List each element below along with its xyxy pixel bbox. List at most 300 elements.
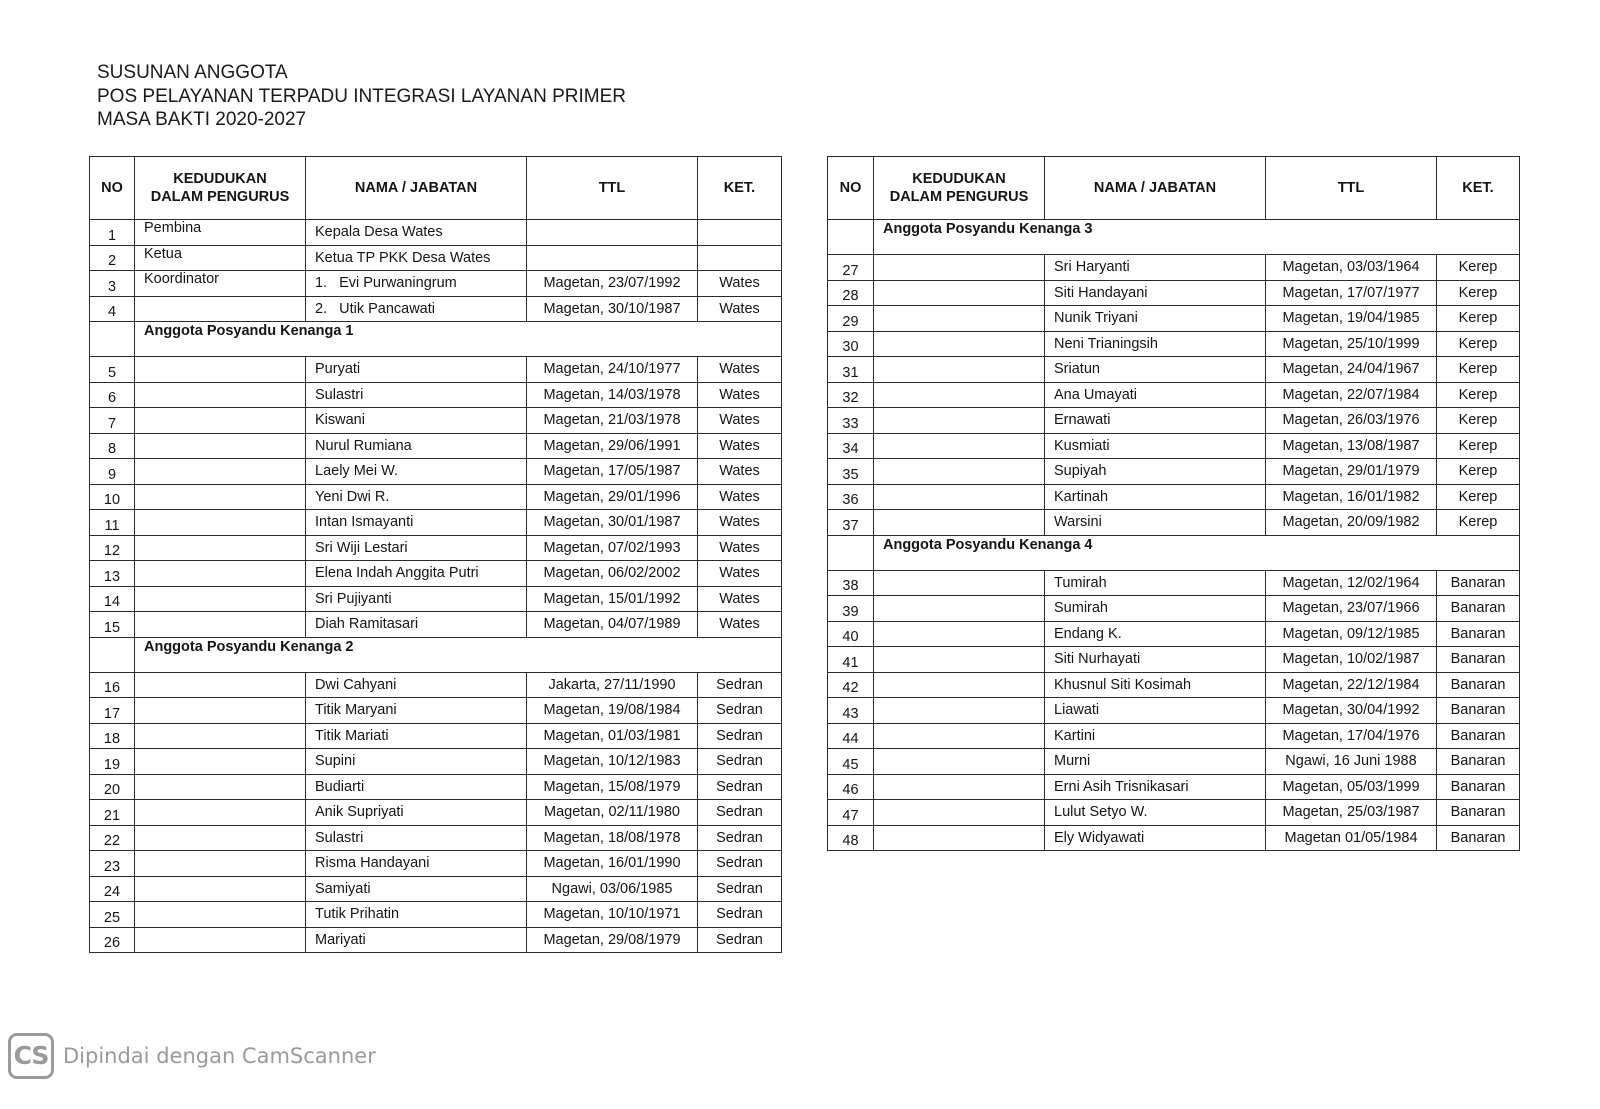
cell-nama: Tumirah	[1045, 570, 1266, 596]
cell-no: 35	[828, 459, 874, 485]
camscanner-watermark	[8, 1031, 376, 1081]
cell-ket: Wates	[698, 535, 782, 561]
cell-ttl: Magetan, 14/03/1978	[527, 382, 698, 408]
cell-nama: Risma Handayani	[306, 851, 527, 877]
cell-kedudukan	[874, 800, 1045, 826]
cell-nama	[306, 271, 527, 297]
table-row	[828, 570, 1520, 596]
cell-ket: Banaran	[1437, 621, 1520, 647]
cell-ket: Sedran	[698, 698, 782, 724]
table-row	[90, 851, 782, 877]
cell-ket: Kerep	[1437, 433, 1520, 459]
cell-kedudukan	[135, 825, 306, 851]
cell-ttl: Magetan, 17/07/1977	[1266, 280, 1437, 306]
cell-ket: Banaran	[1437, 723, 1520, 749]
cell-ket: Sedran	[698, 774, 782, 800]
cell-ket: Sedran	[698, 927, 782, 953]
cell-kedudukan	[135, 876, 306, 902]
cell-nama: Neni Trianingsih	[1045, 331, 1266, 357]
cell-kedudukan	[874, 382, 1045, 408]
cell-kedudukan	[135, 433, 306, 459]
cell-ket: Sedran	[698, 876, 782, 902]
cell-ket: Kerep	[1437, 484, 1520, 510]
cell-ttl: Magetan, 22/12/1984	[1266, 672, 1437, 698]
section-label: Anggota Posyandu Kenanga 4	[874, 535, 1520, 570]
cell-kedudukan	[874, 774, 1045, 800]
header-kedudukan-line-1: KEDUDUKAN	[912, 171, 1006, 187]
cell-kedudukan	[135, 902, 306, 928]
cell-kedudukan: Pembina	[135, 220, 306, 246]
cell-ttl: Magetan, 23/07/1992	[527, 271, 698, 297]
table-header-row	[828, 157, 1520, 220]
cell-kedudukan	[874, 433, 1045, 459]
section-label: Anggota Posyandu Kenanga 3	[874, 220, 1520, 255]
table-row	[90, 408, 782, 434]
cell-kedudukan	[874, 306, 1045, 332]
cell-ttl: Magetan, 15/01/1992	[527, 586, 698, 612]
section-no-cell	[828, 535, 874, 570]
cell-no: 38	[828, 570, 874, 596]
cell-ket	[698, 220, 782, 246]
cell-no: 6	[90, 382, 135, 408]
cell-no: 4	[90, 296, 135, 322]
table-row	[90, 774, 782, 800]
section-label: Anggota Posyandu Kenanga 2	[135, 637, 782, 672]
cell-kedudukan	[874, 698, 1045, 724]
cell-ttl: Magetan, 22/07/1984	[1266, 382, 1437, 408]
cell-nama: Sulastri	[306, 825, 527, 851]
table-header-row	[90, 157, 782, 220]
title-line-2: POS PELAYANAN TERPADU INTEGRASI LAYANAN PRIMER	[97, 85, 626, 107]
cell-kedudukan	[135, 296, 306, 322]
cell-nama: Siti Handayani	[1045, 280, 1266, 306]
cell-no: 32	[828, 382, 874, 408]
cell-ttl	[527, 245, 698, 271]
cell-ttl: Magetan, 19/08/1984	[527, 698, 698, 724]
cell-ttl	[527, 220, 698, 246]
table-row	[90, 220, 782, 246]
header-ttl: TTL	[1266, 157, 1437, 220]
cell-kedudukan	[135, 698, 306, 724]
table-row	[828, 723, 1520, 749]
table-row	[828, 255, 1520, 281]
header-kedudukan	[135, 157, 306, 220]
cell-no: 30	[828, 331, 874, 357]
cell-no: 2	[90, 245, 135, 271]
section-row	[828, 220, 1520, 255]
cell-ket: Wates	[698, 561, 782, 587]
header-kedudukan	[874, 157, 1045, 220]
cell-nama: Anik Supriyati	[306, 800, 527, 826]
cell-ttl: Magetan, 05/03/1999	[1266, 774, 1437, 800]
cell-kedudukan	[135, 723, 306, 749]
cell-ket: Sedran	[698, 749, 782, 775]
cell-no: 18	[90, 723, 135, 749]
cell-ttl: Magetan, 12/02/1964	[1266, 570, 1437, 596]
cell-kedudukan	[874, 825, 1045, 851]
cell-ttl: Magetan, 07/02/1993	[527, 535, 698, 561]
table-row	[828, 698, 1520, 724]
cell-ket: Kerep	[1437, 306, 1520, 332]
cell-kedudukan	[874, 596, 1045, 622]
cell-nama: Sumirah	[1045, 596, 1266, 622]
cell-ttl: Magetan, 18/08/1978	[527, 825, 698, 851]
cell-nama: Tutik Prihatin	[306, 902, 527, 928]
cell-kedudukan	[135, 612, 306, 638]
table-row	[828, 382, 1520, 408]
table-row	[90, 484, 782, 510]
table-row	[90, 561, 782, 587]
section-row	[90, 322, 782, 357]
cell-ket: Wates	[698, 408, 782, 434]
cell-ttl: Magetan, 30/10/1987	[527, 296, 698, 322]
cell-kedudukan	[135, 510, 306, 536]
cell-nama	[306, 296, 527, 322]
table-row	[828, 459, 1520, 485]
table-row	[828, 510, 1520, 536]
table-row	[828, 800, 1520, 826]
table-row	[828, 357, 1520, 383]
table-row	[90, 296, 782, 322]
table-row	[828, 596, 1520, 622]
cell-ket: Wates	[698, 271, 782, 297]
cell-kedudukan	[874, 459, 1045, 485]
cell-ket: Banaran	[1437, 825, 1520, 851]
cell-nama: Siti Nurhayati	[1045, 647, 1266, 673]
cell-nama: Titik Mariati	[306, 723, 527, 749]
cell-ket: Kerep	[1437, 459, 1520, 485]
cell-nama: Dwi Cahyani	[306, 672, 527, 698]
cell-nama: Supiyah	[1045, 459, 1266, 485]
cell-no: 11	[90, 510, 135, 536]
cell-ket: Banaran	[1437, 596, 1520, 622]
cell-ttl: Magetan, 01/03/1981	[527, 723, 698, 749]
cell-ket: Kerep	[1437, 331, 1520, 357]
cell-ket: Sedran	[698, 902, 782, 928]
cell-ttl: Magetan, 25/03/1987	[1266, 800, 1437, 826]
cell-nama: Sulastri	[306, 382, 527, 408]
cell-nama: Nunik Triyani	[1045, 306, 1266, 332]
table-row	[90, 749, 782, 775]
cell-ttl: Magetan, 21/03/1978	[527, 408, 698, 434]
cell-nama: Puryati	[306, 357, 527, 383]
header-ket: KET.	[698, 157, 782, 220]
cell-no: 23	[90, 851, 135, 877]
cell-ttl: Magetan, 19/04/1985	[1266, 306, 1437, 332]
cell-kedudukan	[874, 357, 1045, 383]
cell-ket: Wates	[698, 357, 782, 383]
cell-no: 34	[828, 433, 874, 459]
cell-kedudukan	[135, 927, 306, 953]
table-row	[828, 280, 1520, 306]
cell-nama: Sri Haryanti	[1045, 255, 1266, 281]
cell-kedudukan	[135, 382, 306, 408]
cell-nama: Samiyati	[306, 876, 527, 902]
section-row	[90, 637, 782, 672]
table-row	[828, 331, 1520, 357]
cell-no: 26	[90, 927, 135, 953]
header-no: NO	[828, 157, 874, 220]
table-row	[828, 433, 1520, 459]
section-no-cell	[90, 322, 135, 357]
list-number: 2.	[315, 300, 328, 317]
section-no-cell	[828, 220, 874, 255]
cell-ttl: Ngawi, 03/06/1985	[527, 876, 698, 902]
cell-no: 10	[90, 484, 135, 510]
cell-kedudukan	[135, 484, 306, 510]
cell-no: 21	[90, 800, 135, 826]
cell-kedudukan	[874, 647, 1045, 673]
cell-ttl: Magetan, 13/08/1987	[1266, 433, 1437, 459]
cell-no: 44	[828, 723, 874, 749]
cell-kedudukan	[135, 672, 306, 698]
cell-ttl: Magetan, 09/12/1985	[1266, 621, 1437, 647]
cell-no: 48	[828, 825, 874, 851]
cell-ket: Kerep	[1437, 408, 1520, 434]
cell-nama: Murni	[1045, 749, 1266, 775]
cell-nama: Intan Ismayanti	[306, 510, 527, 536]
cell-nama: Sriatun	[1045, 357, 1266, 383]
cell-ttl: Magetan, 29/08/1979	[527, 927, 698, 953]
table-row	[90, 433, 782, 459]
table-row	[828, 484, 1520, 510]
cell-nama: Yeni Dwi R.	[306, 484, 527, 510]
document-title	[97, 61, 626, 132]
cell-kedudukan: Koordinator	[135, 271, 306, 297]
header-no: NO	[90, 157, 135, 220]
cell-ttl: Ngawi, 16 Juni 1988	[1266, 749, 1437, 775]
cell-no: 8	[90, 433, 135, 459]
cell-kedudukan	[874, 749, 1045, 775]
cell-nama: Endang K.	[1045, 621, 1266, 647]
cell-no: 47	[828, 800, 874, 826]
cell-kedudukan	[135, 800, 306, 826]
cell-ttl: Magetan, 17/05/1987	[527, 459, 698, 485]
cell-no: 40	[828, 621, 874, 647]
cell-no: 25	[90, 902, 135, 928]
cell-kedudukan	[874, 331, 1045, 357]
table-row	[828, 306, 1520, 332]
cell-no: 12	[90, 535, 135, 561]
cell-ttl: Magetan, 16/01/1982	[1266, 484, 1437, 510]
cell-ket: Wates	[698, 459, 782, 485]
cell-ket: Banaran	[1437, 774, 1520, 800]
cell-ttl: Magetan, 02/11/1980	[527, 800, 698, 826]
cell-no: 27	[828, 255, 874, 281]
cell-nama: Kartini	[1045, 723, 1266, 749]
cell-ket: Kerep	[1437, 382, 1520, 408]
cell-ttl: Magetan, 03/03/1964	[1266, 255, 1437, 281]
table-row	[90, 510, 782, 536]
table-row	[90, 800, 782, 826]
table-row	[90, 825, 782, 851]
cell-no: 15	[90, 612, 135, 638]
cell-nama-text: Evi Purwaningrum	[339, 275, 457, 292]
cell-ket: Sedran	[698, 672, 782, 698]
cell-nama: Supini	[306, 749, 527, 775]
cell-ket: Wates	[698, 586, 782, 612]
cell-nama: Ernawati	[1045, 408, 1266, 434]
table-row	[90, 357, 782, 383]
cell-ttl: Magetan, 10/10/1971	[527, 902, 698, 928]
table-row	[828, 647, 1520, 673]
cell-kedudukan	[135, 561, 306, 587]
cell-ttl: Magetan, 06/02/2002	[527, 561, 698, 587]
cell-ttl: Magetan, 16/01/1990	[527, 851, 698, 877]
header-kedudukan-line-2: DALAM PENGURUS	[150, 189, 290, 205]
cell-nama: Sri Wiji Lestari	[306, 535, 527, 561]
cell-ket: Banaran	[1437, 698, 1520, 724]
cell-kedudukan	[135, 774, 306, 800]
cell-no: 43	[828, 698, 874, 724]
cell-ttl: Magetan 01/05/1984	[1266, 825, 1437, 851]
cell-ttl: Magetan, 25/10/1999	[1266, 331, 1437, 357]
cell-kedudukan	[135, 586, 306, 612]
cell-ttl: Magetan, 29/01/1996	[527, 484, 698, 510]
cell-ket: Banaran	[1437, 570, 1520, 596]
cell-no: 31	[828, 357, 874, 383]
cell-ttl: Magetan, 23/07/1966	[1266, 596, 1437, 622]
cell-nama: Ketua TP PKK Desa Wates	[306, 245, 527, 271]
cell-nama: Kepala Desa Wates	[306, 220, 527, 246]
cell-no: 17	[90, 698, 135, 724]
cell-no: 20	[90, 774, 135, 800]
header-kedudukan-line-2: DALAM PENGURUS	[889, 189, 1029, 205]
cell-no: 5	[90, 357, 135, 383]
cell-ket: Wates	[698, 433, 782, 459]
table-row	[90, 698, 782, 724]
cell-ket: Wates	[698, 296, 782, 322]
cell-nama: Khusnul Siti Kosimah	[1045, 672, 1266, 698]
cell-ttl: Magetan, 24/10/1977	[527, 357, 698, 383]
cell-ket: Sedran	[698, 851, 782, 877]
cell-nama: Lulut Setyo W.	[1045, 800, 1266, 826]
table-row	[90, 723, 782, 749]
table-row	[90, 902, 782, 928]
cell-kedudukan	[135, 851, 306, 877]
table-row	[90, 586, 782, 612]
cell-no: 16	[90, 672, 135, 698]
cell-nama: Kiswani	[306, 408, 527, 434]
table-row	[828, 621, 1520, 647]
cell-nama: Ely Widyawati	[1045, 825, 1266, 851]
cell-nama: Nurul Rumiana	[306, 433, 527, 459]
cell-ket: Banaran	[1437, 800, 1520, 826]
cell-no: 24	[90, 876, 135, 902]
cell-ket: Kerep	[1437, 280, 1520, 306]
table-row	[90, 927, 782, 953]
title-line-3: MASA BAKTI 2020-2027	[97, 109, 307, 130]
cell-kedudukan	[874, 510, 1045, 536]
section-row	[828, 535, 1520, 570]
cell-no: 22	[90, 825, 135, 851]
cell-nama: Kusmiati	[1045, 433, 1266, 459]
cell-no: 36	[828, 484, 874, 510]
cell-nama: Erni Asih Trisnikasari	[1045, 774, 1266, 800]
cell-no: 3	[90, 271, 135, 297]
cell-kedudukan	[135, 408, 306, 434]
cell-nama: Ana Umayati	[1045, 382, 1266, 408]
table-row	[828, 749, 1520, 775]
cell-kedudukan	[874, 255, 1045, 281]
cell-no: 33	[828, 408, 874, 434]
camscanner-logo-icon: CS	[8, 1033, 54, 1079]
table-row	[90, 459, 782, 485]
cell-ket: Banaran	[1437, 672, 1520, 698]
table-row	[90, 382, 782, 408]
cell-ket: Kerep	[1437, 510, 1520, 536]
cell-nama: Sri Pujiyanti	[306, 586, 527, 612]
cell-ket: Sedran	[698, 800, 782, 826]
cell-nama: Laely Mei W.	[306, 459, 527, 485]
cell-ket: Kerep	[1437, 255, 1520, 281]
cell-nama: Diah Ramitasari	[306, 612, 527, 638]
cell-kedudukan	[874, 723, 1045, 749]
table-row	[828, 774, 1520, 800]
cell-ttl: Jakarta, 27/11/1990	[527, 672, 698, 698]
table-row	[828, 825, 1520, 851]
cell-kedudukan	[135, 535, 306, 561]
cell-ttl: Magetan, 17/04/1976	[1266, 723, 1437, 749]
cell-kedudukan	[874, 570, 1045, 596]
cell-no: 28	[828, 280, 874, 306]
cell-nama: Warsini	[1045, 510, 1266, 536]
cell-no: 19	[90, 749, 135, 775]
watermark-text: Dipindai dengan CamScanner	[63, 1044, 376, 1068]
cell-ket: Wates	[698, 484, 782, 510]
cell-no: 45	[828, 749, 874, 775]
header-nama: NAMA / JABATAN	[306, 157, 527, 220]
cell-ttl: Magetan, 30/01/1987	[527, 510, 698, 536]
table-row	[90, 271, 782, 297]
cell-no: 1	[90, 220, 135, 246]
cell-ket: Banaran	[1437, 647, 1520, 673]
cell-nama: Titik Maryani	[306, 698, 527, 724]
header-nama: NAMA / JABATAN	[1045, 157, 1266, 220]
cell-kedudukan	[874, 621, 1045, 647]
cell-nama: Liawati	[1045, 698, 1266, 724]
cell-no: 29	[828, 306, 874, 332]
cell-ttl: Magetan, 30/04/1992	[1266, 698, 1437, 724]
cell-ttl: Magetan, 29/01/1979	[1266, 459, 1437, 485]
cell-nama: Kartinah	[1045, 484, 1266, 510]
cell-ttl: Magetan, 10/12/1983	[527, 749, 698, 775]
cell-ket: Banaran	[1437, 749, 1520, 775]
cell-no: 41	[828, 647, 874, 673]
table-row	[90, 245, 782, 271]
table-row	[90, 876, 782, 902]
header-kedudukan-line-1: KEDUDUKAN	[173, 171, 267, 187]
cell-no: 7	[90, 408, 135, 434]
cell-ttl: Magetan, 04/07/1989	[527, 612, 698, 638]
cell-ttl: Magetan, 15/08/1979	[527, 774, 698, 800]
cell-ket: Sedran	[698, 723, 782, 749]
header-ttl: TTL	[527, 157, 698, 220]
cell-kedudukan	[874, 280, 1045, 306]
cell-ttl: Magetan, 10/02/1987	[1266, 647, 1437, 673]
cell-kedudukan	[874, 484, 1045, 510]
table-row	[90, 535, 782, 561]
cell-kedudukan	[135, 357, 306, 383]
cell-no: 46	[828, 774, 874, 800]
table-row	[828, 672, 1520, 698]
cell-nama: Budiarti	[306, 774, 527, 800]
cell-nama: Mariyati	[306, 927, 527, 953]
cell-ttl: Magetan, 20/09/1982	[1266, 510, 1437, 536]
cell-ttl: Magetan, 29/06/1991	[527, 433, 698, 459]
cell-no: 37	[828, 510, 874, 536]
section-label: Anggota Posyandu Kenanga 1	[135, 322, 782, 357]
